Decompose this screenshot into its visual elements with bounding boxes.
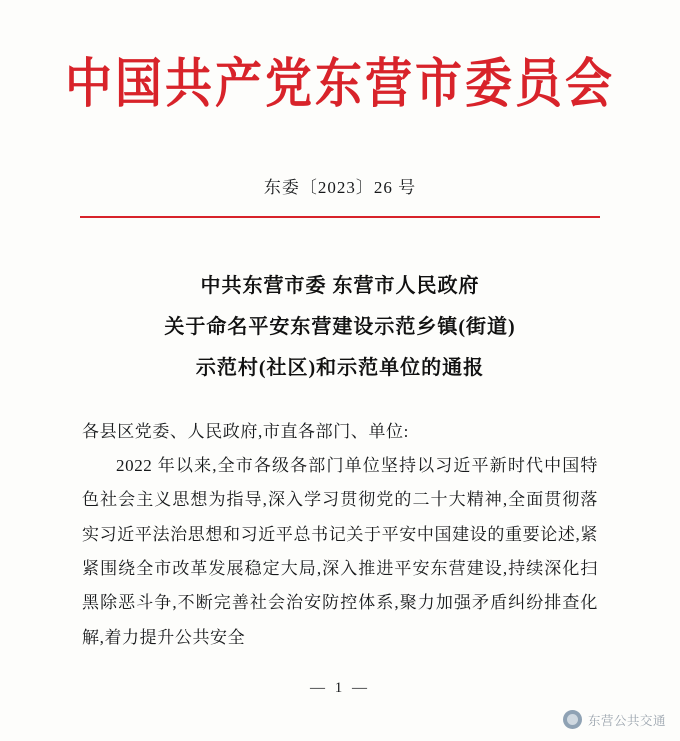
document-title [0,266,680,389]
document-title-line-2: 关于命名平安东营建设示范乡镇(街道) [164,315,516,338]
masthead-title: 中国共产党东营市委员会 [65,55,615,114]
document-title-line-1: 中共东营市委 东营市人民政府 [200,274,480,297]
account-name: 东营公共交通 [587,713,666,728]
red-divider-rule [80,216,600,218]
document-body [82,415,598,655]
document-title-line-3: 示范村(社区)和示范单位的通报 [195,356,485,379]
page-number: — 1 — [310,680,370,696]
avatar-icon [563,710,582,729]
salutation: 各县区党委、人民政府,市直各部门、单位: [82,421,409,441]
body-paragraph-1: 2022 年以来,全市各级各部门单位坚持以习近平新时代中国特色社会主义思想为指导,深入学习贯彻党的二十大精神,全面贯彻落实习近平法治思想和习近平总书记关于平安中国建设的重要论述,紧紧围绕全市改革发展稳定大局,深入推进平安东营建设,持续深化扫黑除恶斗争,不断完善社会治安防控体系,聚力加强矛盾纠纷排查化解,着力提升公共安全 [82,456,598,647]
masthead [0,0,680,114]
account-watermark [563,710,666,729]
document-number: 东委〔2023〕26 号 [263,177,417,197]
